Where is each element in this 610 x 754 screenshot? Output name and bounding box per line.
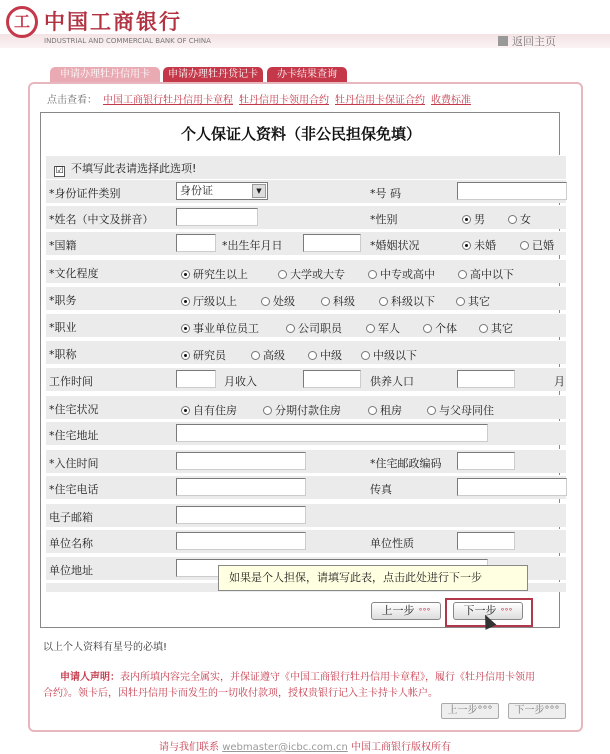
id-type-value: 身份证 (180, 184, 213, 197)
home-icon (498, 36, 508, 46)
email-input[interactable] (176, 506, 306, 524)
rank-opt-5[interactable]: 其它 (456, 293, 490, 309)
rank-opt-2[interactable]: 处级 (261, 293, 295, 309)
declaration-label: 申请人声明： (60, 672, 120, 683)
company-label: 单位名称 (49, 537, 93, 550)
radio-icon (321, 297, 330, 306)
radio-icon (263, 406, 272, 415)
link-charter[interactable]: 中国工商银行牡丹信用卡章程 (103, 95, 233, 106)
rank-opt-3[interactable]: 科级 (321, 293, 355, 309)
cut-label: 月 (554, 375, 565, 388)
link-fee-standard[interactable]: 收费标准 (431, 95, 471, 106)
radio-icon (427, 406, 436, 415)
next-step-tooltip: 如果是个人担保，请填写此表，点击此处进行下一步 (218, 565, 528, 591)
gender-male[interactable]: 男 (462, 211, 485, 227)
gender-label: *性别 (370, 213, 398, 226)
radio-icon (456, 297, 465, 306)
move-in-label: *入住时间 (49, 457, 99, 470)
chevron-down-icon: ▼ (252, 184, 266, 198)
guarantor-dialog (40, 112, 565, 628)
work-years-input[interactable] (176, 370, 216, 388)
radio-icon (181, 324, 190, 333)
contact-link[interactable]: 请与我们联系 (159, 742, 219, 753)
occupation-opt-1[interactable]: 事业单位员工 (181, 320, 259, 336)
title-opt-4[interactable]: 中级以下 (361, 347, 417, 363)
company-type-label: 单位性质 (370, 537, 414, 550)
address-input[interactable] (176, 424, 488, 442)
dialog-title: 个人保证人资料（非公民担保免填） (180, 125, 421, 143)
form-row (46, 205, 566, 229)
radio-icon (462, 215, 471, 224)
occupation-opt-3[interactable]: 军人 (366, 320, 400, 336)
phone-label: *住宅电话 (49, 483, 99, 496)
form-row (46, 286, 566, 310)
occupation-opt-2[interactable]: 公司职员 (286, 320, 342, 336)
form-row (46, 475, 566, 499)
bottom-next-button[interactable]: 下一步°°° (508, 703, 566, 719)
form-row (46, 367, 566, 391)
education-label: *文化程度 (49, 267, 99, 280)
radio-icon (286, 324, 295, 333)
radio-icon (458, 270, 467, 279)
phone-input[interactable] (176, 478, 306, 496)
id-type-label: *身份证件类别 (49, 187, 121, 200)
email-label: 电子邮箱 (49, 511, 93, 524)
postcode-label: *住宅邮政编码 (370, 457, 442, 470)
bank-name-cn: 中国工商银行 (44, 10, 182, 34)
radio-icon (278, 270, 287, 279)
address-label: *住宅地址 (49, 429, 99, 442)
work-years-label: 工作时间 (49, 375, 93, 388)
education-opt-1[interactable]: 研究生以上 (181, 266, 248, 282)
name-label: *姓名（中文及拼音） (49, 213, 154, 226)
breadcrumb-prefix: 点击查看： (47, 95, 97, 106)
occupation-label: *职业 (49, 321, 77, 334)
title-opt-2[interactable]: 高级 (251, 347, 285, 363)
dependents-input[interactable] (457, 370, 515, 388)
income-label: 月收入 (224, 375, 257, 388)
company-type-input[interactable] (457, 532, 515, 550)
skip-row (46, 155, 566, 179)
dependents-label: 供养人口 (370, 375, 414, 388)
radio-icon (379, 297, 388, 306)
rank-label: *职务 (49, 294, 77, 307)
radio-icon (181, 297, 190, 306)
form-row (46, 313, 566, 337)
bank-name-en: INDUSTRIAL AND COMMERCIAL BANK OF CHINA (44, 37, 211, 45)
marital-married[interactable]: 已婚 (520, 237, 554, 253)
radio-icon (308, 351, 317, 360)
dialog-prev-button[interactable]: 上一步 °°° (371, 602, 441, 620)
form-row (46, 395, 566, 419)
radio-icon (508, 215, 517, 224)
occupation-opt-4[interactable]: 个体 (423, 320, 457, 336)
title-opt-1[interactable]: 研究员 (181, 347, 226, 363)
housing-opt-1[interactable]: 自有住房 (181, 402, 237, 418)
rank-opt-4[interactable]: 科级以下 (379, 293, 435, 309)
postcode-input[interactable] (457, 452, 515, 470)
home-link-label: 返回主页 (512, 35, 556, 48)
radio-icon (181, 270, 190, 279)
form-row (46, 503, 566, 527)
required-note: 以上个人资料有星号的必填! (43, 642, 168, 653)
dialog-next-button[interactable]: 下一步 °°° (453, 602, 523, 620)
company-input[interactable] (176, 532, 306, 550)
education-opt-3[interactable]: 中专或高中 (368, 266, 435, 282)
radio-icon (261, 297, 270, 306)
education-opt-4[interactable]: 高中以下 (458, 266, 514, 282)
housing-opt-4[interactable]: 与父母同住 (427, 402, 494, 418)
title-label: *职称 (49, 348, 77, 361)
name-input[interactable] (176, 208, 258, 226)
gender-female[interactable]: 女 (508, 211, 531, 227)
radio-icon (368, 406, 377, 415)
radio-icon (361, 351, 370, 360)
webmaster-email-link[interactable]: webmaster@icbc.com.cn (222, 742, 348, 753)
declaration-line-1: 申请人声明：表内所填内容完全属实，并保证遵守《中国工商银行牡丹信用卡章程》，履行《牡丹信用卡领用 (60, 672, 535, 683)
housing-label: *住宅状况 (49, 403, 99, 416)
form-row (46, 231, 566, 255)
link-card-agreement[interactable]: 牡丹信用卡领用合约 (239, 95, 329, 106)
birth-input[interactable] (303, 234, 361, 252)
tab-result-query[interactable]: 办卡结果查询 (267, 67, 347, 83)
skip-checkbox[interactable]: ☑ (55, 166, 64, 176)
marital-label: *婚姻状况 (370, 239, 420, 252)
radio-icon (366, 324, 375, 333)
icbc-logo-icon: 工 (6, 6, 38, 38)
radio-icon (181, 406, 190, 415)
form-row (46, 259, 566, 283)
bottom-prev-button[interactable]: 上一步°°° (441, 703, 499, 719)
housing-opt-2[interactable]: 分期付款住房 (263, 402, 341, 418)
tab-debit-card[interactable]: 申请办理牡丹贷记卡 (163, 67, 263, 83)
birth-label: *出生年月日 (222, 239, 283, 252)
nationality-label: *国籍 (49, 239, 77, 252)
income-input[interactable] (303, 370, 361, 388)
declaration-line-2: 合约》。领卡后，因牡丹信用卡而发生的一切收付款项，授权贵银行记入主卡持卡人帐户。 (43, 688, 438, 699)
radio-icon (520, 241, 529, 250)
occupation-opt-5[interactable]: 其它 (479, 320, 513, 336)
skip-label: 不填写此表请选择此选项! (71, 162, 197, 175)
nationality-input[interactable] (176, 234, 216, 252)
fax-label: 传真 (370, 483, 392, 496)
radio-icon (423, 324, 432, 333)
title-opt-3[interactable]: 中级 (308, 347, 342, 363)
footer (0, 738, 610, 753)
form-row (46, 421, 566, 445)
company-address-label: 单位地址 (49, 564, 93, 577)
form-row (46, 529, 566, 553)
id-number-input[interactable] (457, 182, 567, 200)
id-type-select[interactable] (176, 182, 268, 200)
radio-icon (462, 241, 471, 250)
radio-icon (368, 270, 377, 279)
breadcrumb (47, 91, 471, 106)
marital-single[interactable]: 未婚 (462, 237, 496, 253)
fax-input[interactable] (457, 478, 567, 496)
form-row (46, 449, 566, 473)
form-row (46, 179, 566, 203)
rank-opt-1[interactable]: 厅级以上 (181, 293, 237, 309)
home-link[interactable] (498, 33, 556, 49)
tab-credit-card[interactable]: 申请办理牡丹信用卡 (50, 67, 160, 83)
form-row (46, 340, 566, 364)
radio-icon (181, 351, 190, 360)
move-in-input[interactable] (176, 452, 306, 470)
id-number-label: *号 码 (370, 187, 401, 200)
radio-icon (479, 324, 488, 333)
copyright: 中国工商银行版权所有 (351, 742, 451, 753)
radio-icon (251, 351, 260, 360)
housing-opt-3[interactable]: 租房 (368, 402, 402, 418)
link-guarantee-agreement[interactable]: 牡丹信用卡保证合约 (335, 95, 425, 106)
education-opt-2[interactable]: 大学或大专 (278, 266, 345, 282)
